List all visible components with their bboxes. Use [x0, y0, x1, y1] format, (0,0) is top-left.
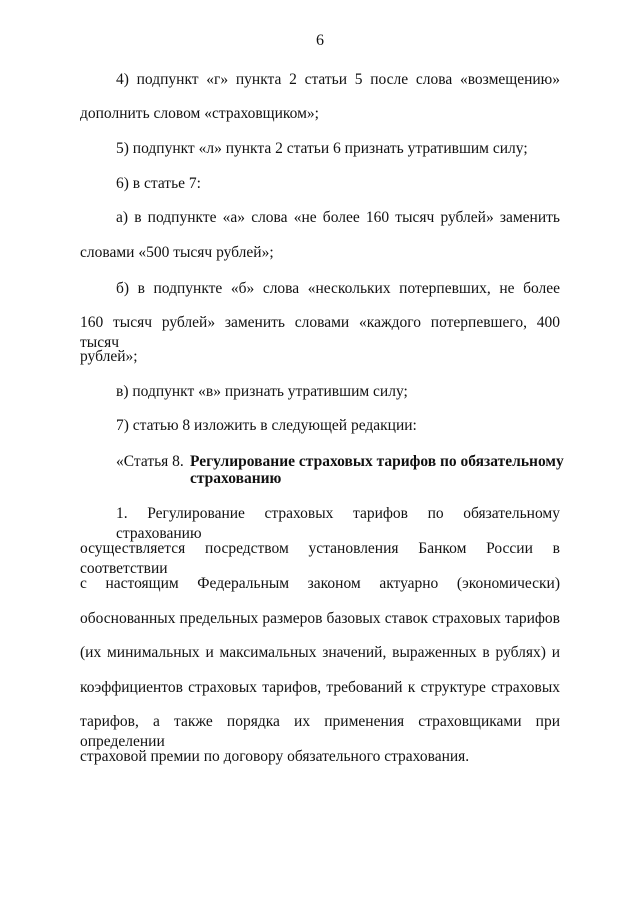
item-4-line-2: дополнить словом «страховщиком»; [80, 105, 319, 122]
paragraph-1-line-5: (их минимальных и максимальных значений, выраженных в рублях) и [80, 644, 560, 661]
paragraph-1-line-1: 1. Регулирование страховых тарифов по обязательному страхованию [116, 505, 560, 542]
item-6b-line-1: б) в подпункте «б» слова «нескольких потерпевших, не более [116, 280, 560, 297]
article-prefix: «Статья 8. [116, 453, 184, 470]
item-6b-line-2: 160 тысяч рублей» заменить словами «каждого потерпевшего, 400 тысяч [80, 314, 560, 351]
paragraph-1-line-4: обоснованных предельных размеров базовых ставок страховых тарифов [80, 610, 560, 627]
paragraph-1-line-2: осуществляется посредством установления Банком России в соответствии [80, 540, 560, 577]
paragraph-1-line-3: с настоящим Федеральным законом актуарно (экономически) [80, 575, 560, 592]
item-4-line-1: 4) подпункт «г» пункта 2 статьи 5 после слова «возмещению» [116, 71, 560, 88]
paragraph-1-line-6: коэффициентов страховых тарифов, требований к структуре страховых [80, 679, 560, 696]
item-6a-line-2: словами «500 тысяч рублей»; [80, 244, 274, 261]
article-title-line-2: страхованию [190, 470, 282, 487]
paragraph-1-line-8: страховой премии по договору обязательного страхования. [80, 748, 470, 765]
item-5: 5) подпункт «л» пункта 2 статьи 6 признать утратившим силу; [116, 140, 528, 157]
paragraph-1-line-7: тарифов, а также порядка их применения страховщиками при определении [80, 713, 560, 750]
item-6v: в) подпункт «в» признать утратившим силу; [116, 383, 408, 400]
page-number: 6 [316, 32, 324, 49]
item-6: 6) в статье 7: [116, 175, 201, 192]
article-title-line-1: Регулирование страховых тарифов по обязательному [190, 453, 564, 470]
item-6b-line-3: рублей»; [80, 348, 138, 365]
item-7: 7) статью 8 изложить в следующей редакции: [116, 417, 417, 434]
item-6a-line-1: а) в подпункте «а» слова «не более 160 тысяч рублей» заменить [116, 209, 560, 226]
